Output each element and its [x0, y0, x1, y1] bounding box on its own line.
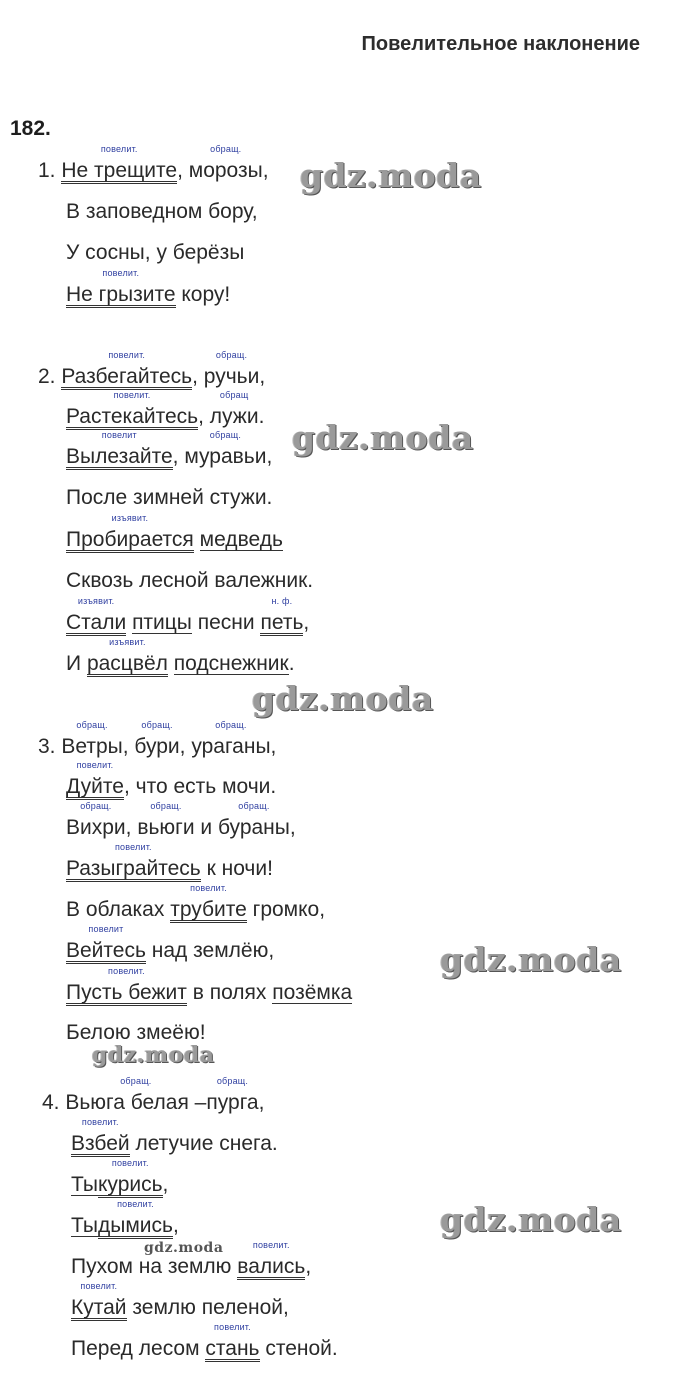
grammar-note: повелит. — [76, 760, 114, 770]
watermark: gdz.moda — [92, 1042, 215, 1068]
grammar-note: обращ. — [76, 720, 108, 730]
poem-line: повелит. Разыграйтесь к ночи! — [66, 842, 273, 880]
subject-word: Ты — [71, 1173, 98, 1196]
verb-imperative: повелит. курись — [98, 1158, 163, 1196]
verb-imperative: повелит. Взбей — [71, 1117, 130, 1155]
verb-imperative: повелит. Не трещите — [61, 144, 178, 182]
watermark: gdz.moda — [252, 679, 434, 718]
verb-imperative: повелит. Не грызите — [66, 268, 176, 306]
address-word: обращ. вьюги — [137, 801, 195, 839]
address-word: обращ. ураганы — [191, 720, 271, 758]
grammar-note: повелит. — [190, 883, 227, 893]
grammar-note: повелит. — [113, 390, 151, 400]
grammar-note: изъявит. — [77, 596, 115, 606]
subject-word: птицы — [132, 611, 192, 634]
address-word: обращ. Ветры — [61, 720, 123, 758]
poem-line: После зимней стужи. — [66, 486, 273, 509]
verb-indicative: изъявит. Стали — [66, 596, 127, 634]
address-word: обращ. ручьи — [203, 350, 260, 388]
poem-line: повелит. Пусть бежит в полях позёмка — [66, 966, 353, 1004]
grammar-note: обращ. — [209, 430, 242, 440]
subject-word: подснежник — [173, 652, 289, 675]
poem-line: повелит Вылезайте, обращ. муравьи, — [66, 430, 273, 468]
verb-imperative: повелит. Разыграйтесь — [66, 842, 201, 880]
verb-imperative: повелит. трубите — [170, 883, 247, 921]
verb-imperative: повелит. вались — [237, 1240, 306, 1278]
stanza-number: 3. — [38, 735, 56, 758]
grammar-note: обращ. — [215, 350, 248, 360]
poem-line — [66, 513, 283, 553]
stanza-number: 2. — [38, 365, 56, 388]
poem-line: Пухом на землю повелит. вались, — [71, 1240, 312, 1278]
verb-imperative: повелит. Кутай — [71, 1281, 127, 1319]
poem-line: повелит. Взбей летучие снега. — [71, 1117, 278, 1155]
address-word: обращ. бураны — [217, 801, 290, 839]
grammar-note: обращ. — [210, 144, 242, 154]
grammar-note: повелит. — [108, 966, 145, 976]
verb-imperative: повелит Вылезайте — [66, 430, 173, 468]
poem-line: 4. обращ. Вьюга белая – обращ. пурга, — [42, 1076, 265, 1114]
verb-indicative: изъявит. расцвёл — [86, 637, 168, 675]
verb-imperative: повелит. Пусть бежит — [66, 966, 187, 1004]
grammar-note: повелит. — [81, 1117, 119, 1127]
grammar-note: обращ. — [141, 720, 173, 730]
watermark: gdz.moda — [440, 1200, 622, 1239]
poem-line: 2. повелит. Разбегайтесь, обращ. ручьи, — [38, 350, 266, 388]
grammar-note: повелит. — [108, 350, 146, 360]
grammar-note: повелит. — [214, 1322, 251, 1332]
grammar-note: обращ. — [120, 1076, 152, 1086]
stanza-number: 1. — [38, 159, 56, 182]
grammar-note: повелит. — [102, 268, 140, 278]
grammar-note: повелит. — [114, 842, 152, 852]
watermark: gdz.moda — [300, 156, 482, 195]
grammar-note: повелит. — [80, 1281, 118, 1291]
address-word: обращ. пурга — [206, 1076, 259, 1114]
poem-line: Белою змеёю! — [66, 1021, 206, 1044]
poem-line: В заповедном бору, — [66, 200, 258, 223]
poem-line: изъявит. Стали птицы песни н. ф. петь, — [66, 596, 310, 634]
poem-line: Перед лесом повелит. стань стеной. — [71, 1322, 338, 1360]
grammar-note: повелит — [101, 430, 137, 440]
poem-line: повелит. Дуйте, что есть мочи. — [66, 760, 277, 798]
poem-line: 1. повелит. Не трещите, обращ. морозы, — [38, 144, 269, 182]
verb-infinitive: н. ф. петь — [260, 596, 304, 634]
stanza-number: 4. — [42, 1091, 60, 1114]
address-word: обращ. Вихри — [66, 801, 126, 839]
subject-word: Ты — [71, 1214, 98, 1237]
grammar-note: повелит. — [252, 1240, 290, 1250]
watermark: gdz.moda — [292, 418, 474, 457]
grammar-note: н. ф. — [271, 596, 293, 606]
subject-word: позёмка — [272, 981, 353, 1004]
poem-line: У сосны, у берёзы — [66, 241, 245, 264]
poem-line: Ты повелит. курись, — [71, 1158, 169, 1196]
poem-line: Ты повелит. дымись, — [71, 1199, 179, 1237]
grammar-note: повелит. — [100, 144, 138, 154]
verb-indicative: изъявит. Пробирается — [66, 513, 194, 551]
page-title: Повелительное наклонение — [361, 33, 640, 55]
grammar-note: повелит. — [117, 1199, 154, 1209]
exercise-number: 182. — [10, 117, 51, 140]
address-word: обращ лужи — [209, 390, 259, 428]
poem-line: 3. обращ. Ветры, обращ. бури, обращ. ураганы, — [38, 720, 277, 758]
poem-line: И изъявит. расцвёл подснежник. — [66, 637, 295, 675]
address-word: обращ. Вьюга белая – — [65, 1076, 207, 1114]
subject-word: медведь — [199, 528, 283, 551]
verb-imperative: повелит. стань — [205, 1322, 260, 1360]
watermark: gdz.moda — [440, 940, 622, 979]
poem-line: обращ. Вихри, обращ. вьюги и обращ. бураны, — [66, 801, 296, 839]
verb-imperative: повелит. дымись — [98, 1199, 173, 1237]
grammar-note: обращ. — [215, 720, 247, 730]
grammar-note: обращ. — [216, 1076, 249, 1086]
grammar-note: обращ — [219, 390, 249, 400]
verb-imperative: повелит. Растекайтесь — [66, 390, 199, 428]
poem-line: повелит. Не грызите кору! — [66, 268, 231, 306]
grammar-note: изъявит. — [109, 637, 146, 647]
grammar-note: повелит. — [111, 1158, 149, 1168]
grammar-note: обращ. — [238, 801, 270, 811]
address-word: обращ. бури — [134, 720, 180, 758]
poem-line: повелит. Растекайтесь, обращ лужи. — [66, 390, 265, 428]
grammar-note: повелит — [88, 924, 124, 934]
grammar-note: обращ. — [80, 801, 112, 811]
poem-line: Сквозь лесной валежник. — [66, 569, 314, 592]
poem-line: В облаках повелит. трубите громко, — [66, 883, 326, 921]
address-word: обращ. морозы — [188, 144, 263, 182]
poem-line: повелит Вейтесь над землёю, — [66, 924, 275, 962]
verb-imperative: повелит. Разбегайтесь — [61, 350, 193, 388]
verb-imperative: повелит. Дуйте — [66, 760, 124, 798]
grammar-note: изъявит. — [111, 513, 149, 523]
grammar-note: обращ. — [150, 801, 182, 811]
poem-line: повелит. Кутай землю пеленой, — [71, 1281, 289, 1319]
address-word: обращ. муравьи — [184, 430, 267, 468]
verb-imperative: повелит Вейтесь — [66, 924, 146, 962]
watermark: gdz.moda — [144, 1240, 224, 1256]
